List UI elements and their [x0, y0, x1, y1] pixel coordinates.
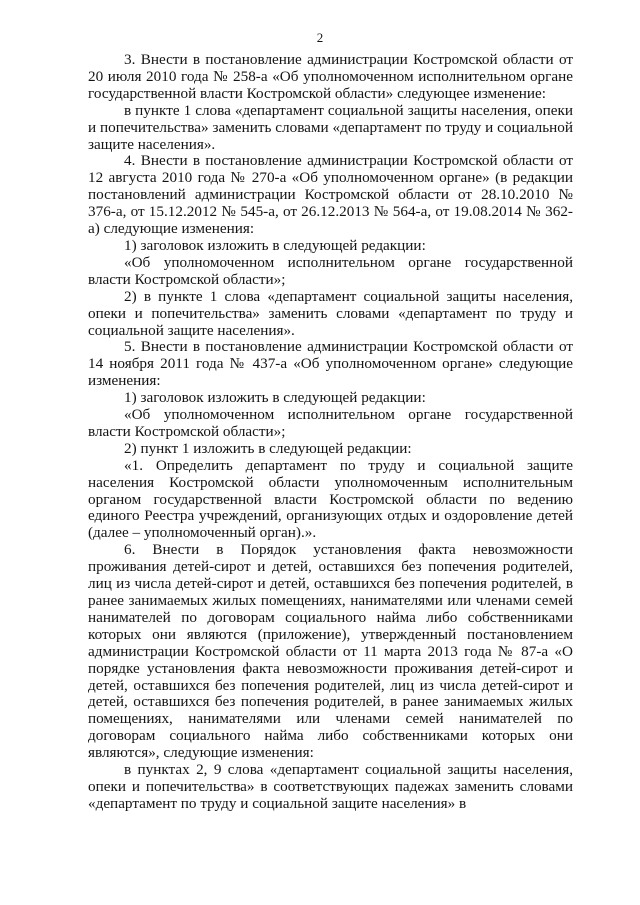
paragraph-item-4-sub-2: 2) в пункте 1 слова «департамент социальной защиты населения, опеки и попечительства» заменить словами «департамент по труду и социальной защите населения». — [88, 287, 573, 339]
paragraph-item-4-title: «Об уполномоченном исполнительном органе государственной власти Костромской области»; — [88, 253, 573, 288]
document-body — [88, 52, 573, 813]
page-number: 2 — [316, 30, 324, 45]
paragraph-item-4: 4. Внести в постановление администрации Костромской области от 12 августа 2010 года № 270-а «Об уполномоченном органе» (в редакции постановлений администрации Костромской области от 28.10.2010 № 376-а, от 15.12.2012 № 545-а, от 26.12.2013 № 564-а, от 19.08.2014 № 362-а) следующие изменения: — [88, 152, 573, 238]
paragraph-item-6: 6. Внести в Порядок установления факта невозможности проживания детей-сирот и детей, оставшихся без попечения родителей, лиц из числа детей-сирот и детей, оставшихся без попечения родителей, в ранее занимаемых жилых помещениях, нанимателями или членами семей нанимателей по договорам социального найма либо собственниками которых они являются (приложение), утвержденный постановлением администрации Костромской области от 11 марта 2013 года № 87-а «О порядке установления факта невозможности проживания детей-сирот и детей, оставшихся без попечения родителей, лиц из числа детей-сирот и детей, оставшихся без попечения родителей, в ранее занимаемых жилых помещениях, нанимателями или членами семей нанимателей по договорам социального найма либо собственниками которых они являются», следующие изменения: — [88, 541, 573, 762]
paragraph-item-6-change: в пунктах 2, 9 слова «департамент социальной защиты населения, опеки и попечительства» в соответствующих падежах заменить словами «департамент по труду и социальной защите населения» в — [88, 761, 573, 812]
paragraph-item-5-sub-1: 1) заголовок изложить в следующей редакции: — [124, 389, 426, 407]
paragraph-item-3: 3. Внести в постановление администрации Костромской области от 20 июля 2010 года № 258-а «Об уполномоченном исполнительном органе государственной власти Костромской области» следующее изменение: — [88, 51, 573, 102]
paragraph-item-4-sub-1: 1) заголовок изложить в следующей редакции: — [124, 236, 426, 254]
paragraph-item-5-sub-2: 2) пункт 1 изложить в следующей редакции: — [124, 439, 412, 457]
paragraph-item-5-title: «Об уполномоченном исполнительном органе государственной власти Костромской области»; — [88, 406, 573, 440]
paragraph-item-5: 5. Внести в постановление администрации Костромской области от 14 ноября 2011 года № 437-а «Об уполномоченном органе» следующие изменения: — [88, 338, 573, 390]
paragraph-item-5-clause: «1. Определить департамент по труду и социальной защите населения Костромской области уполномоченным исполнительным органом государственной власти Костромской области по ведению единого Реестра учреждений, организующих отдых и оздоровление детей (далее – уполномоченный орган).». — [88, 456, 573, 542]
paragraph-item-3-change: в пункте 1 слова «департамент социальной защиты населения, опеки и попечительства» заменить словами «департамент по труду и социальной защите населения». — [88, 101, 573, 153]
